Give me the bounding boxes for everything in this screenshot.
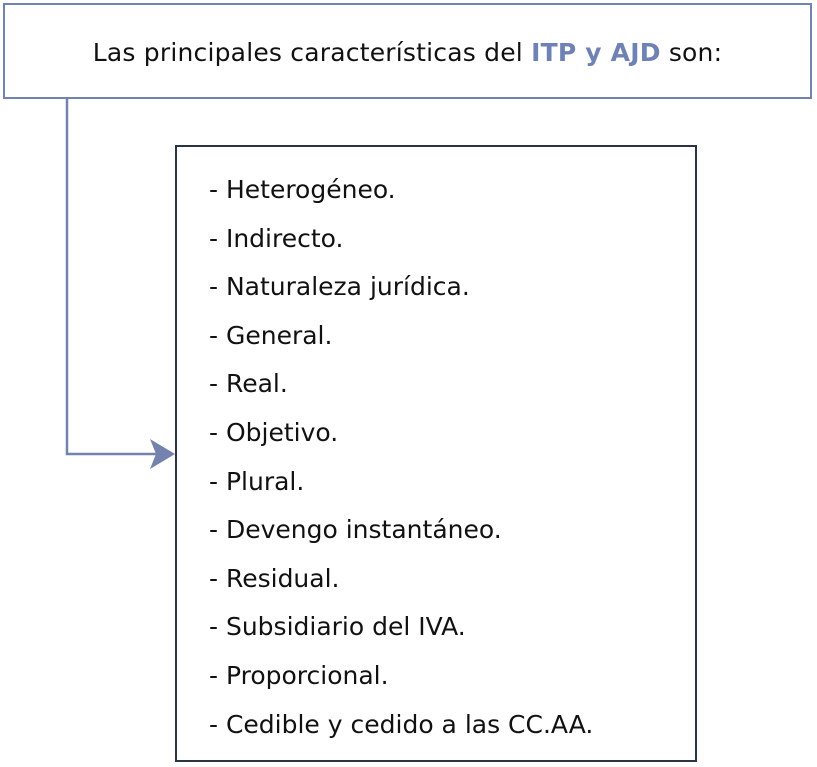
list-item: - Indirecto.	[209, 223, 344, 253]
header-text	[93, 38, 722, 67]
list-item: - Proporcional.	[209, 660, 389, 690]
list-item: - Cedible y cedido a las CC.AA.	[209, 709, 594, 739]
list-item: - Objetivo.	[209, 417, 339, 447]
characteristics-list	[209, 174, 593, 757]
header-box	[3, 3, 812, 99]
list-item: - Plural.	[209, 466, 305, 496]
header-highlight: ITP y AJD	[531, 37, 661, 67]
connector-line	[67, 99, 158, 454]
list-item: - Subsidiario del IVA.	[209, 612, 466, 642]
characteristics-box	[175, 145, 697, 762]
list-item: - Real.	[209, 369, 288, 399]
header-text-after: son:	[660, 37, 723, 67]
list-item: - Residual.	[209, 563, 340, 593]
list-item: - General.	[209, 320, 333, 350]
list-item: - Devengo instantáneo.	[209, 515, 502, 545]
header-text-before: Las principales características del	[92, 37, 532, 67]
list-item: - Heterogéneo.	[209, 175, 396, 204]
list-item: - Naturaleza jurídica.	[209, 272, 470, 302]
arrowhead-icon	[150, 439, 175, 469]
